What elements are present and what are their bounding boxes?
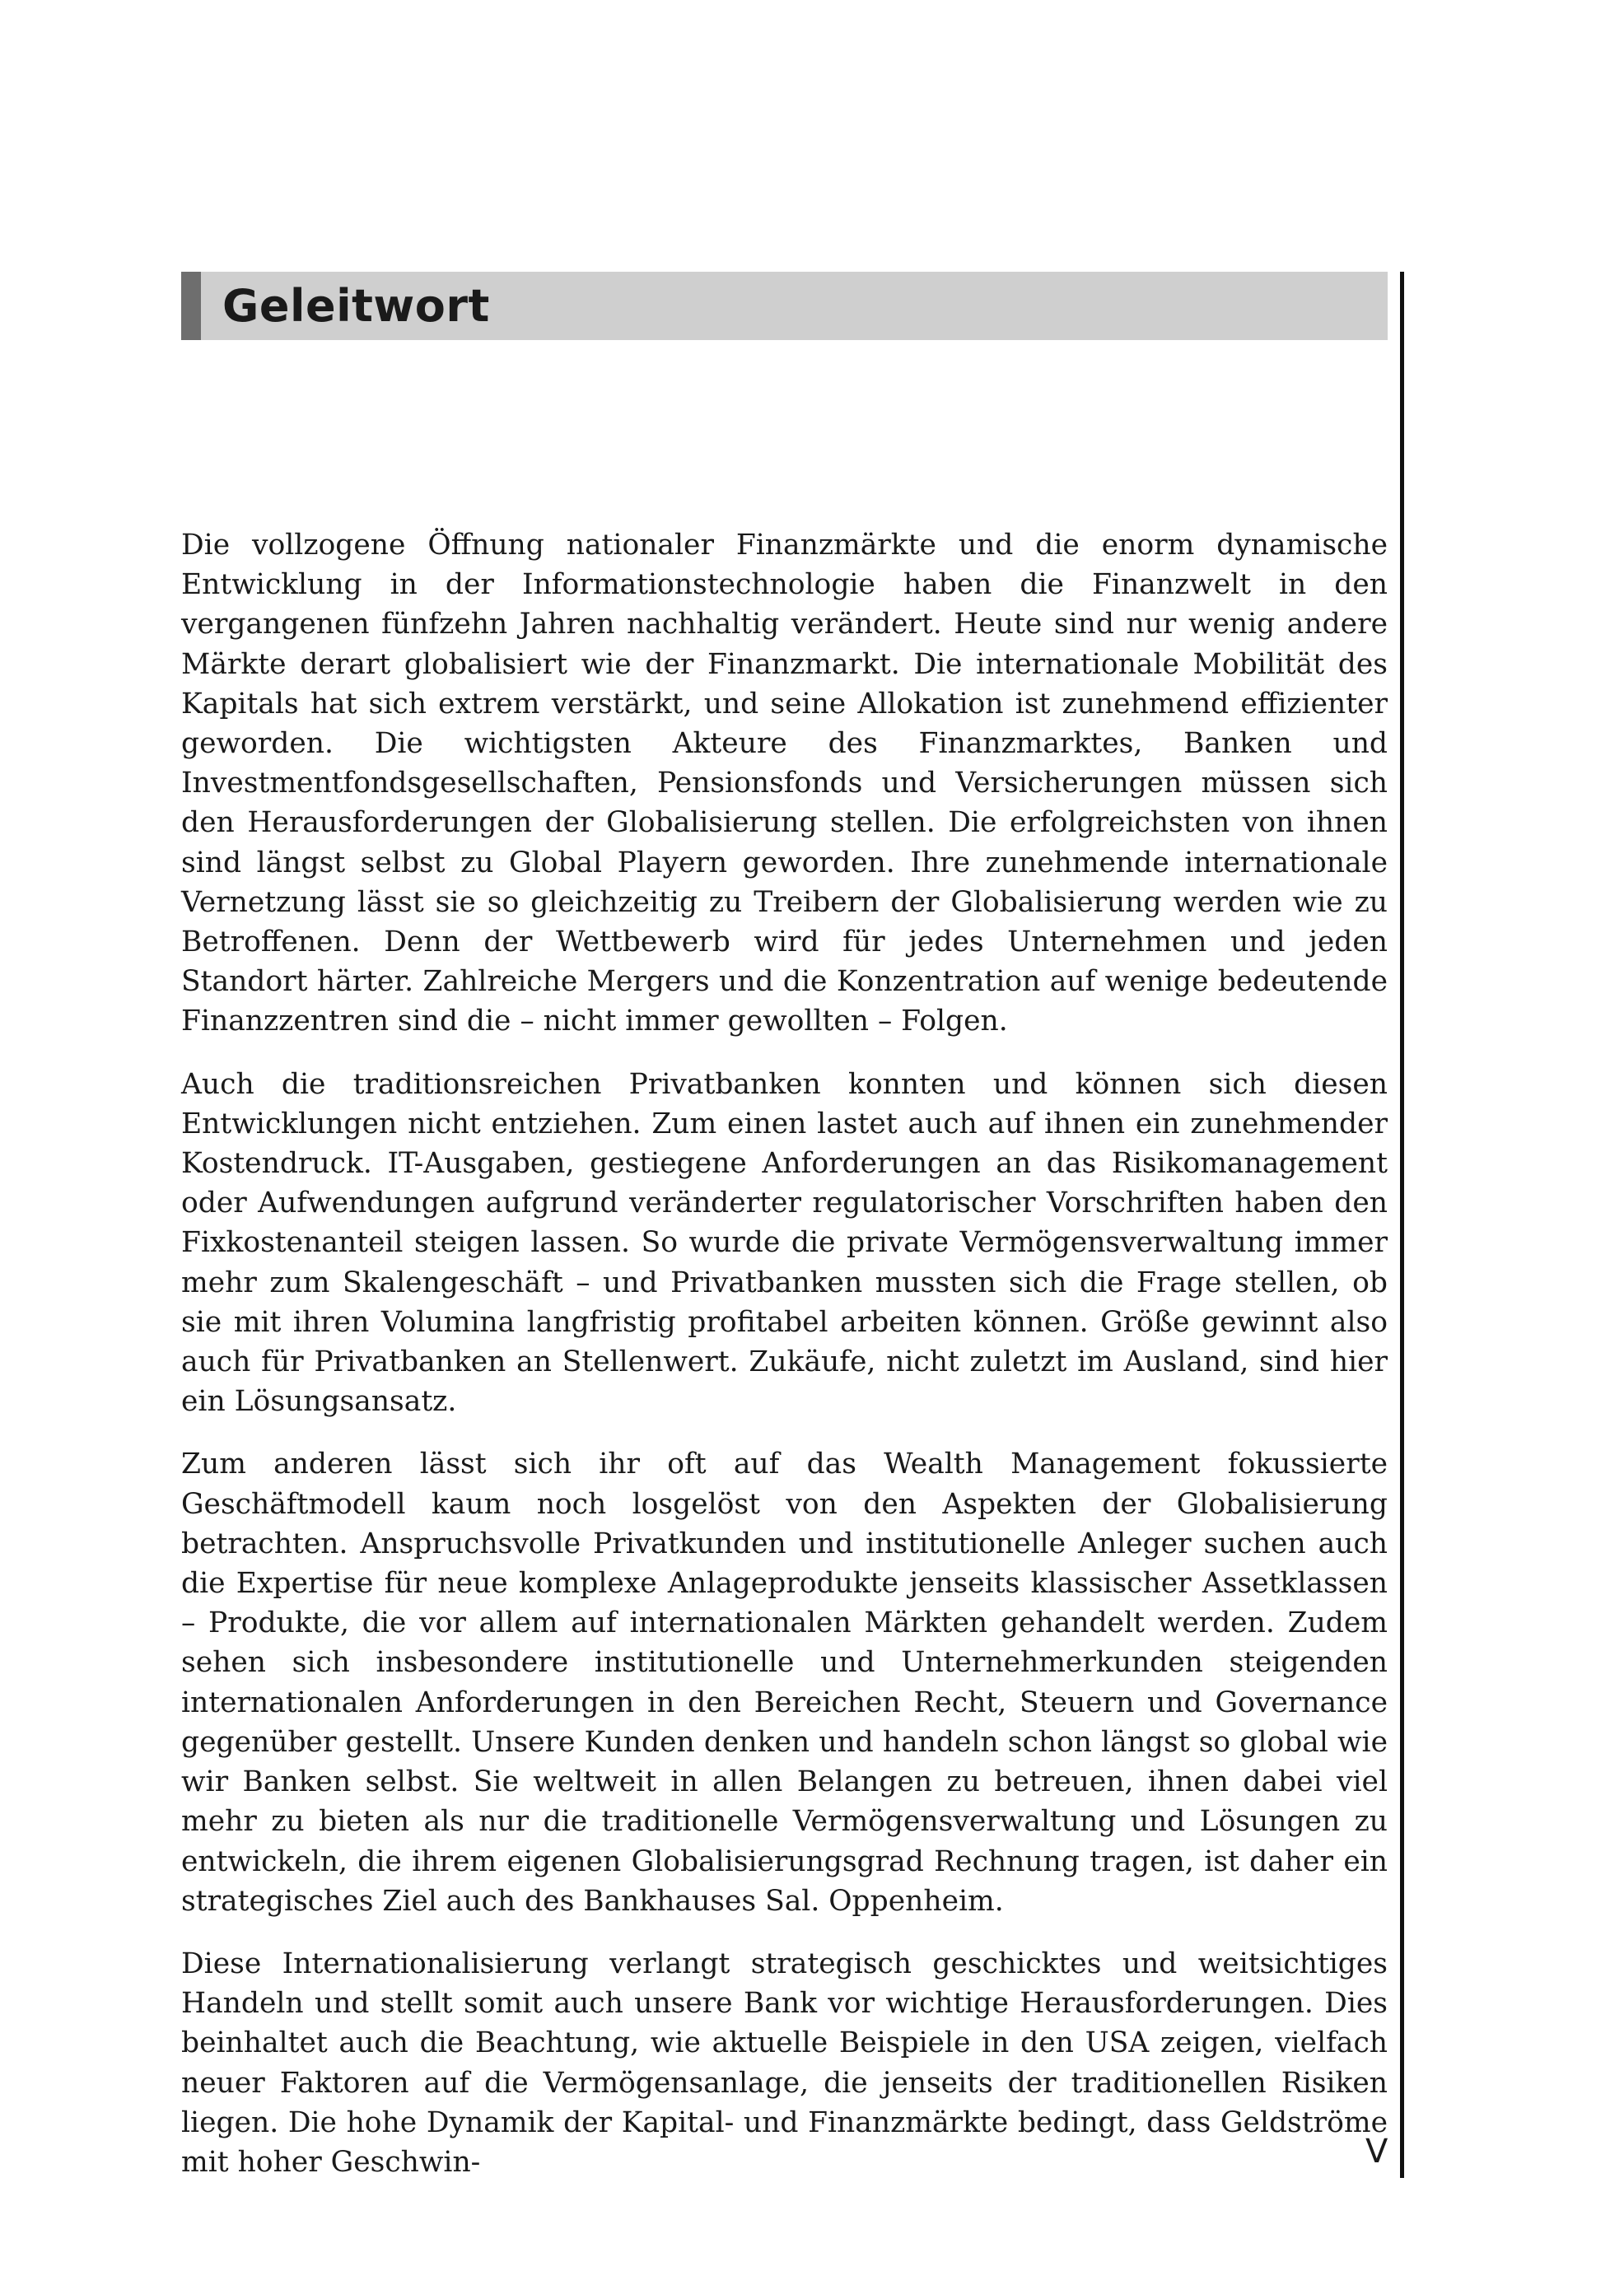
chapter-title: Geleitwort xyxy=(222,280,490,332)
body-text xyxy=(181,525,1388,2205)
margin-rule xyxy=(1400,1704,1404,2178)
chapter-heading-bar xyxy=(181,272,1388,340)
paragraph: Zum anderen lässt sich ihr oft auf das Wealth Management fokussierte Geschäftmodell kaum noch losgelöst von den Aspekten der Globalisierung betrachten. Anspruchsvolle Privatkunden und institutionelle Anleger suchen auch die Expertise für neue komplexe Anlageprodukte jenseits klassischer Assetklassen – Produkte, die vor allem auf internationalen Märkten gehandelt werden. Zudem sehen sich insbesondere institutionelle und Unternehmerkunden steigenden internationalen Anforderungen in den Bereichen Recht, Steuern und Governance gegenüber gestellt. Unsere Kunden denken und handeln schon längst so global wie wir Banken selbst. Sie weltweit in allen Belangen zu betreuen, ihnen dabei viel mehr zu bieten als nur die traditionelle Vermögensverwaltung und Lösungen zu entwickeln, die ihrem eigenen Globalisierungsgrad Rechnung tragen, ist daher ein strategisches Ziel auch des Bankhauses Sal. Oppenheim. xyxy=(181,1448,1388,1918)
paragraph: Auch die traditionsreichen Privatbanken konnten und können sich diesen Entwicklungen nicht entziehen. Zum einen lastet auch auf ihnen ein zunehmender Kostendruck. IT-Ausgaben, gestiegene Anforderungen an das Risikomanagement oder Aufwendungen aufgrund veränderter regulatorischer Vorschriften haben den Fixkostenanteil steigen lassen. So wurde die private Vermögensverwaltung immer mehr zum Skalengeschäft – und Privatbanken mussten sich die Frage stellen, ob sie mit ihren Volumina langfristig profitabel arbeiten können. Größe gewinnt also auch für Privatbanken an Stellenwert. Zukäufe, nicht zuletzt im Ausland, sind hier ein Lösungsansatz. xyxy=(181,1067,1388,1419)
margin-rule xyxy=(1400,272,1404,1704)
heading-accent-block xyxy=(181,272,201,340)
page-number: V xyxy=(1365,2133,1388,2171)
paragraph: Die vollzogene Öffnung nationaler Finanzmärkte und die enorm dynamische Entwicklung in der Informationstechnologie haben die Finanzwelt in den vergangenen fünfzehn Jahren nachhaltig verändert. Heute sind nur wenig andere Märkte derart globalisiert wie der Finanzmarkt. Die internationale Mobilität des Kapitals hat sich extrem verstärkt, und seine Allokation ist zunehmend effizienter geworden. Die wichtigsten Akteure des Finanzmarktes, Banken und Investmentfondsgesellschaften, Pensionsfonds und Versicherungen müssen sich den Herausforderungen der Globalisierung stellen. Die erfolgreichsten von ihnen sind längst selbst zu Global Playern geworden. Ihre zunehmende internationale Vernetzung lässt sie so gleichzeitig zu Treibern der Globalisierung werden wie zu Betroffenen. Denn der Wettbewerb wird für jedes Unternehmen und jeden Standort härter. Zahlreiche Mergers und die Konzentration auf wenige bedeutende Finanzzentren sind die – nicht immer gewollten – Folgen. xyxy=(181,529,1388,1038)
paragraph: Diese Internationalisierung verlangt strategisch geschicktes und weitsichtiges Handeln und stellt somit auch unsere Bank vor wichtige Herausforderungen. Dies beinhaltet auch die Beachtung, wie aktuelle Beispiele in den USA zeigen, vielfach neuer Faktoren auf die Vermögensanlage, die jenseits der traditionellen Risiken liegen. Die hohe Dynamik der Kapital- und Finanzmärkte bedingt, dass Geldströme mit hoher Geschwin- xyxy=(181,1947,1388,2179)
